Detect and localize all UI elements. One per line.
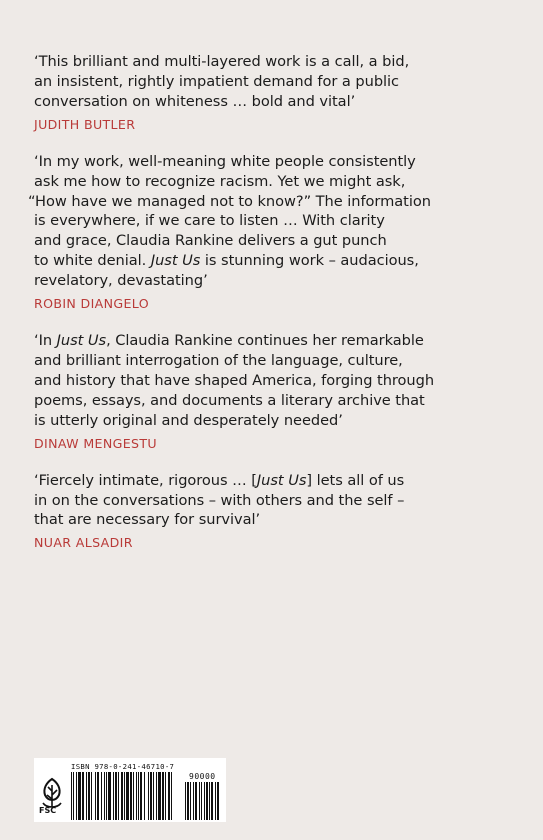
barcode-bar <box>215 782 216 820</box>
quote-line: in on the conversations – with others and the self – <box>34 491 405 509</box>
barcode-bar <box>158 772 161 820</box>
barcode-bar <box>101 772 102 820</box>
quote-block <box>34 471 424 552</box>
barcode-panel <box>34 758 226 822</box>
quote-line: ‘In Just Us, Claudia Rankine continues her remarkable <box>34 332 424 350</box>
quote-line: conversation on whiteness … bold and vital’ <box>34 92 356 110</box>
quote-line: is everywhere, if we care to listen … With clarity <box>34 212 385 230</box>
barcode-bar <box>91 772 92 820</box>
quote-line: to white denial. Just Us is stunning work – audacious, <box>34 252 419 270</box>
quote-line: and history that have shaped America, forging through <box>34 371 435 389</box>
barcode-bar <box>199 782 200 820</box>
barcode-bar <box>162 772 164 820</box>
quote-line: ‘In my work, well-meaning white people consistently <box>34 152 416 170</box>
barcode-bar <box>118 772 119 820</box>
barcode-bar <box>206 782 208 820</box>
quote-line: is utterly original and desperately needed’ <box>34 411 343 429</box>
barcode-bar <box>193 782 194 820</box>
quote-attribution: JUDITH BUTLER <box>34 116 136 132</box>
quote-text <box>34 331 435 431</box>
barcode-bar <box>144 772 145 820</box>
barcode-bar <box>71 772 72 820</box>
barcode-bar <box>209 782 210 820</box>
fsc-label: FSC <box>39 806 57 815</box>
barcode-bar <box>201 782 202 820</box>
barcode-bar <box>97 772 99 820</box>
barcode-bar <box>78 772 81 820</box>
barcode-bar <box>204 782 205 820</box>
barcode-bar <box>108 772 111 820</box>
barcode-bar <box>185 782 186 820</box>
barcode-bar <box>82 772 84 820</box>
barcode-bar <box>195 782 197 820</box>
quote-line: poems, essays, and documents a literary archive that <box>34 391 425 409</box>
barcode-bar <box>140 772 142 820</box>
barcode-bar <box>113 772 114 820</box>
addon-number: 90000 <box>189 772 216 781</box>
quote-line: “How have we managed not to know?” The information <box>28 192 431 210</box>
barcode-bar <box>150 772 152 820</box>
barcode-bar <box>217 782 219 820</box>
quote-line: ‘This brilliant and multi-layered work is a call, a bid, <box>34 53 410 70</box>
barcode-bar <box>211 782 213 820</box>
barcode-bar <box>187 782 189 820</box>
barcode-bar <box>136 772 137 820</box>
barcode-bar <box>124 772 125 820</box>
barcode-bar <box>126 772 129 820</box>
book-title: Just Us <box>150 252 201 270</box>
quote-attribution: ROBIN DIANGELO <box>34 296 149 312</box>
book-title: Just Us <box>56 332 107 350</box>
barcode-bar <box>190 782 191 820</box>
barcode-bar <box>115 772 117 820</box>
barcode-bar <box>156 772 157 820</box>
quotes-column <box>28 52 435 570</box>
barcode-bar <box>104 772 105 820</box>
quote-attribution: NUAR ALSADIR <box>34 535 133 551</box>
isbn-number: ISBN 978-0-241-46710-7 <box>71 762 175 771</box>
barcode-bar <box>76 772 77 820</box>
quote-block <box>34 331 435 452</box>
quote-block <box>28 152 431 312</box>
barcode-bar <box>130 772 132 820</box>
quote-line: ask me how to recognize racism. Yet we might ask, <box>34 172 406 190</box>
barcode-bar <box>106 772 107 820</box>
quote-line: that are necessary for survival’ <box>34 511 261 529</box>
quote-attribution: DINAW MENGESTU <box>34 435 157 451</box>
quote-line: an insistent, rightly impatient demand for a public <box>34 72 400 90</box>
book-title: Just Us <box>256 471 307 489</box>
quote-text <box>34 52 424 112</box>
quote-line: and brilliant interrogation of the language, culture, <box>34 351 403 369</box>
barcode-bar <box>73 772 74 820</box>
isbn-barcode <box>71 772 179 820</box>
barcode-bar <box>168 772 170 820</box>
addon-barcode <box>185 782 223 820</box>
barcode-bar <box>88 772 90 820</box>
quote-text <box>28 152 431 291</box>
barcode-bar <box>86 772 87 820</box>
barcode-bar <box>148 772 149 820</box>
barcode-bar <box>133 772 134 820</box>
quote-text <box>34 471 424 531</box>
quote-line: ‘Fiercely intimate, rigorous … [Just Us] lets all of us <box>34 471 405 489</box>
barcode-bar <box>121 772 123 820</box>
barcode-bar <box>171 772 172 820</box>
barcode-bar <box>95 772 96 820</box>
quote-block <box>34 52 424 133</box>
barcode-bar <box>153 772 154 820</box>
barcode-bar <box>138 772 139 820</box>
barcode-bar <box>165 772 166 820</box>
quote-line: and grace, Claudia Rankine delivers a gut punch <box>34 232 387 250</box>
quote-line: revelatory, devastating’ <box>34 272 208 290</box>
